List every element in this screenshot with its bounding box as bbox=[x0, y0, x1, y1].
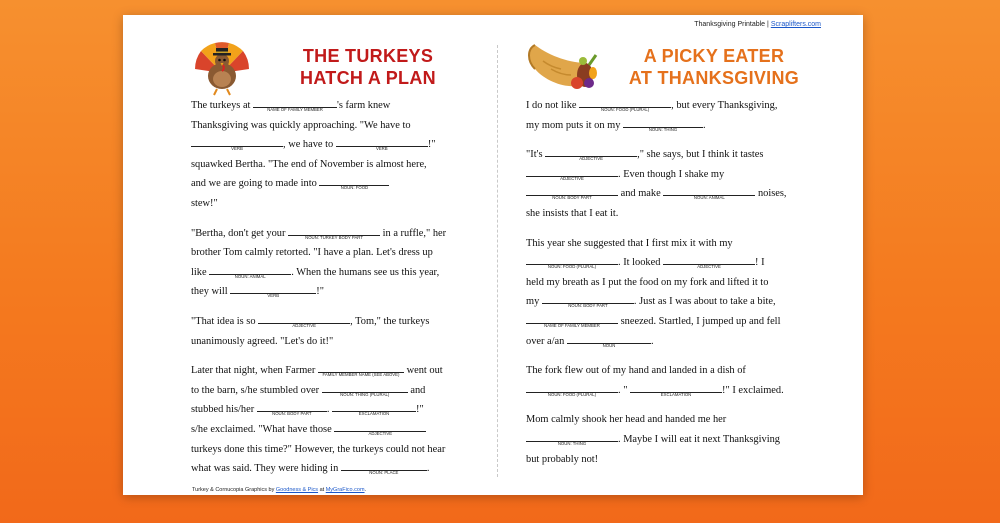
story-text: . bbox=[326, 404, 330, 416]
blank-field[interactable] bbox=[663, 185, 755, 201]
blank-hint-label: VERB bbox=[231, 146, 243, 152]
story-text: !" I exclaimed. bbox=[722, 384, 784, 396]
site-link[interactable]: Scraplifters.com bbox=[770, 21, 821, 28]
blank-field[interactable] bbox=[332, 401, 416, 417]
blank-field[interactable] bbox=[623, 117, 703, 132]
story-text: 's farm knew bbox=[337, 100, 391, 111]
grafico-link[interactable]: MyGraFico.com bbox=[325, 487, 365, 493]
blank-hint-label: NOUN: THING bbox=[648, 126, 678, 132]
story-text: like bbox=[191, 266, 207, 278]
blank-field[interactable] bbox=[334, 421, 426, 436]
blank-hint-label: NOUN: FOOD (PLURAL) bbox=[547, 264, 597, 270]
story-text: and make bbox=[620, 188, 661, 200]
blank-hint-label: NOUN: TURKEY BODY PART bbox=[305, 234, 363, 240]
story-text: . Just as I was about to take a bite, bbox=[633, 296, 776, 308]
story-text: in a ruffle," her bbox=[382, 227, 447, 239]
blank-hint-label: ADJECTIVE bbox=[579, 156, 603, 162]
title-line-1: THE TURKEYS bbox=[302, 46, 434, 66]
printable-sheet bbox=[123, 15, 863, 495]
blank-field[interactable] bbox=[191, 136, 283, 152]
story-picky-eater bbox=[526, 96, 826, 479]
story-text: This year she suggested that I first mix it with my bbox=[526, 237, 733, 249]
story-text: , but every Thanksgiving, bbox=[671, 100, 778, 111]
story-title-turkeys bbox=[273, 45, 463, 89]
blank-field[interactable] bbox=[526, 185, 618, 201]
blank-hint-label: NAME OF FAMILY MEMBER bbox=[267, 107, 323, 112]
story-text: , we have to bbox=[283, 139, 334, 151]
blank-hint-label: NOUN: BODY PART bbox=[552, 195, 592, 201]
blank-field[interactable] bbox=[322, 382, 408, 397]
blank-field[interactable] bbox=[319, 175, 389, 191]
credit-text: at bbox=[319, 487, 325, 493]
blank-hint-label: ADJECTIVE bbox=[368, 430, 393, 436]
story-text: . When the humans see us this year, bbox=[291, 266, 440, 278]
blank-hint-label: VERB bbox=[375, 146, 388, 152]
blank-hint-label: NOUN: FOOD bbox=[340, 185, 369, 191]
blank-hint-label: EXCLAMATION bbox=[358, 411, 390, 417]
blank-field[interactable] bbox=[526, 166, 618, 181]
author-link[interactable]: Goodness & Pics bbox=[275, 487, 319, 493]
story-text: held my breath as I put the food on my fork and lifted it to bbox=[526, 276, 769, 288]
story-text: . " bbox=[618, 384, 628, 396]
story-text: . It looked bbox=[618, 257, 661, 269]
story-text: but probably not! bbox=[526, 453, 599, 465]
blank-hint-label: NOUN: FOOD (PLURAL) bbox=[601, 107, 650, 112]
story-title-picky-eater bbox=[607, 45, 821, 89]
story-text: ," she says, but I think it tastes bbox=[637, 149, 764, 161]
blank-hint-label: NOUN: ANIMAL bbox=[234, 273, 266, 279]
story-text: to the barn, s/he stumbled over bbox=[191, 384, 320, 396]
blank-field[interactable] bbox=[209, 264, 291, 279]
title-line-2: HATCH A PLAN bbox=[300, 68, 436, 88]
story-text: my bbox=[526, 296, 540, 308]
story-text: stew!" bbox=[191, 197, 218, 209]
blank-field[interactable] bbox=[288, 225, 380, 240]
column-divider bbox=[497, 45, 498, 477]
blank-field[interactable] bbox=[630, 382, 722, 397]
story-text: , Tom," the turkeys bbox=[350, 315, 430, 327]
story-text: my mom puts it on my bbox=[526, 119, 621, 131]
blank-field[interactable] bbox=[526, 431, 618, 446]
blank-field[interactable] bbox=[336, 136, 428, 152]
title-line-2: AT THANKSGIVING bbox=[628, 68, 800, 88]
story-text: stubbed his/her bbox=[191, 404, 255, 416]
story-text: !" bbox=[316, 286, 324, 298]
credit-text: Turkey & Cornucopia Graphics by bbox=[192, 487, 275, 493]
blank-field[interactable] bbox=[258, 313, 350, 328]
blank-field[interactable] bbox=[526, 313, 618, 328]
story-text: Thanksgiving was quickly approaching. "We have to bbox=[191, 119, 411, 131]
footer-credit bbox=[192, 487, 366, 493]
story-text: she insists that I eat it. bbox=[526, 207, 619, 219]
story-text: !" bbox=[427, 139, 436, 151]
story-text: sneezed. Startled, I jumped up and fell bbox=[620, 315, 781, 327]
story-text: "That idea is so bbox=[191, 315, 256, 327]
story-text: I do not like bbox=[526, 100, 577, 111]
blank-hint-label: NOUN: BODY PART bbox=[272, 411, 312, 417]
story-text: . Even though I shake my bbox=[618, 168, 725, 180]
title-line-1: A PICKY EATER bbox=[643, 46, 785, 66]
story-text: brother Tom calmly retorted. "I have a plan. Let's dress up bbox=[191, 247, 433, 259]
story-text: Later that night, when Farmer bbox=[191, 365, 316, 377]
story-text: . bbox=[426, 463, 430, 475]
blank-field[interactable] bbox=[318, 362, 404, 378]
story-text: The fork flew out of my hand and landed in a dish of bbox=[526, 365, 746, 377]
blank-field[interactable] bbox=[230, 283, 316, 299]
blank-field[interactable] bbox=[567, 333, 651, 348]
story-text: s/he exclaimed. "What have those bbox=[191, 423, 332, 435]
blank-field[interactable] bbox=[526, 382, 618, 397]
blank-field[interactable] bbox=[526, 254, 618, 270]
story-text: over a/an bbox=[526, 335, 565, 347]
story-text: and we are going to made into bbox=[191, 178, 317, 190]
story-text: . bbox=[650, 335, 654, 347]
blank-hint-label: NOUN: THING (PLURAL) bbox=[340, 391, 390, 397]
blank-hint-label: ADJECTIVE bbox=[697, 264, 721, 270]
story-text: . bbox=[703, 119, 706, 131]
blank-hint-label: NOUN: PLACE bbox=[369, 470, 399, 476]
story-text: unanimously agreed. "Let's do it!" bbox=[191, 335, 334, 347]
story-text: Mom calmly shook her head and handed me her bbox=[526, 414, 727, 426]
story-text: noises, bbox=[757, 188, 787, 200]
blank-hint-label: ADJECTIVE bbox=[560, 175, 584, 181]
turkey-icon bbox=[189, 39, 255, 97]
blank-hint-label: NOUN: ANIMAL bbox=[693, 195, 725, 201]
blank-field[interactable] bbox=[545, 146, 637, 162]
story-text: !" bbox=[416, 404, 424, 416]
story-text: turkeys done this time?" However, the turkeys could not hear bbox=[191, 443, 446, 455]
blank-hint-label: ADJECTIVE bbox=[292, 322, 316, 328]
blank-field[interactable] bbox=[663, 254, 755, 270]
blank-field[interactable] bbox=[542, 293, 634, 309]
blank-hint-label: NOUN: THING bbox=[557, 440, 587, 446]
blank-hint-label: VERB bbox=[267, 293, 280, 299]
story-text: "Bertha, don't get your bbox=[191, 227, 286, 239]
blank-hint-label: FAMILY MEMBER NAME (SEE ABOVE) bbox=[322, 372, 400, 378]
story-text: "It's bbox=[526, 149, 543, 161]
blank-hint-label: NOUN: BODY PART bbox=[568, 303, 608, 309]
story-text: ! I bbox=[755, 257, 765, 269]
header-separator: | bbox=[767, 21, 769, 28]
blank-hint-label: EXCLAMATION bbox=[660, 391, 692, 397]
credit-text: . bbox=[364, 487, 367, 493]
blank-hint-label: NOUN: FOOD (PLURAL) bbox=[547, 391, 597, 397]
story-text: they will bbox=[191, 286, 228, 298]
cornucopia-icon bbox=[525, 39, 599, 97]
story-text: went out bbox=[406, 365, 443, 377]
story-text: what was said. They were hiding in bbox=[191, 463, 339, 475]
printable-label: Thanksgiving Printable bbox=[694, 21, 766, 28]
story-turkeys bbox=[191, 96, 481, 489]
blank-hint-label: NAME OF FAMILY MEMBER bbox=[544, 322, 600, 328]
blank-field[interactable] bbox=[253, 97, 337, 112]
blank-field[interactable] bbox=[579, 97, 671, 112]
story-text: squawked Bertha. "The end of November is almost here, bbox=[191, 158, 427, 170]
story-text: The turkeys at bbox=[191, 100, 251, 111]
story-text: and bbox=[410, 384, 426, 396]
header-credit bbox=[694, 21, 821, 28]
story-text: . Maybe I will eat it next Thanksgiving bbox=[618, 433, 780, 445]
blank-hint-label: NOUN bbox=[602, 342, 616, 348]
blank-field[interactable] bbox=[341, 460, 427, 476]
